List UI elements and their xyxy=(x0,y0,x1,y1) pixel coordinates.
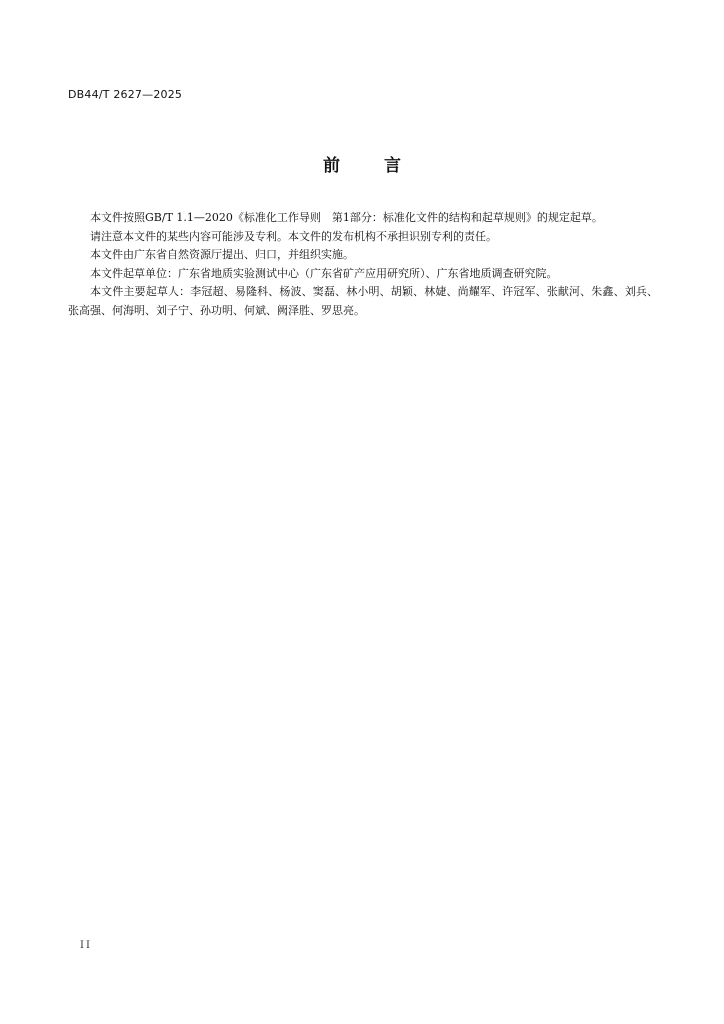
page-title xyxy=(0,151,724,176)
title-char-2: 言 xyxy=(384,156,401,176)
title-char-1: 前 xyxy=(323,156,340,176)
foreword-body xyxy=(68,209,658,320)
paragraph-patent-notice: 请注意本文件的某些内容可能涉及专利。本文件的发布机构不承担识别专利的责任。 xyxy=(90,229,497,243)
page-number: II xyxy=(80,940,92,951)
paragraph-drafting-units: 本文件起草单位：广东省地质实验测试中心（广东省矿产应用研究所）、广东省地质调查研究院。 xyxy=(90,266,558,280)
document-code: DB44/T 2627—2025 xyxy=(68,88,183,101)
paragraph-drafting-rules: 本文件按照GB/T 1.1—2020《标准化工作导则 第1部分：标准化文件的结构和起草规则》的规定起草。 xyxy=(90,211,603,224)
paragraph-drafters: 本文件主要起草人：李冠超、易隆科、杨波、窦磊、林小明、胡颖、林婕、尚耀军、许冠军、张献河、朱鑫、刘兵、张高强、何海明、刘子宁、孙功明、何斌、阙泽胜、罗思亮。 xyxy=(68,285,658,317)
paragraph-proposer: 本文件由广东省自然资源厅提出、归口，并组织实施。 xyxy=(90,248,354,261)
